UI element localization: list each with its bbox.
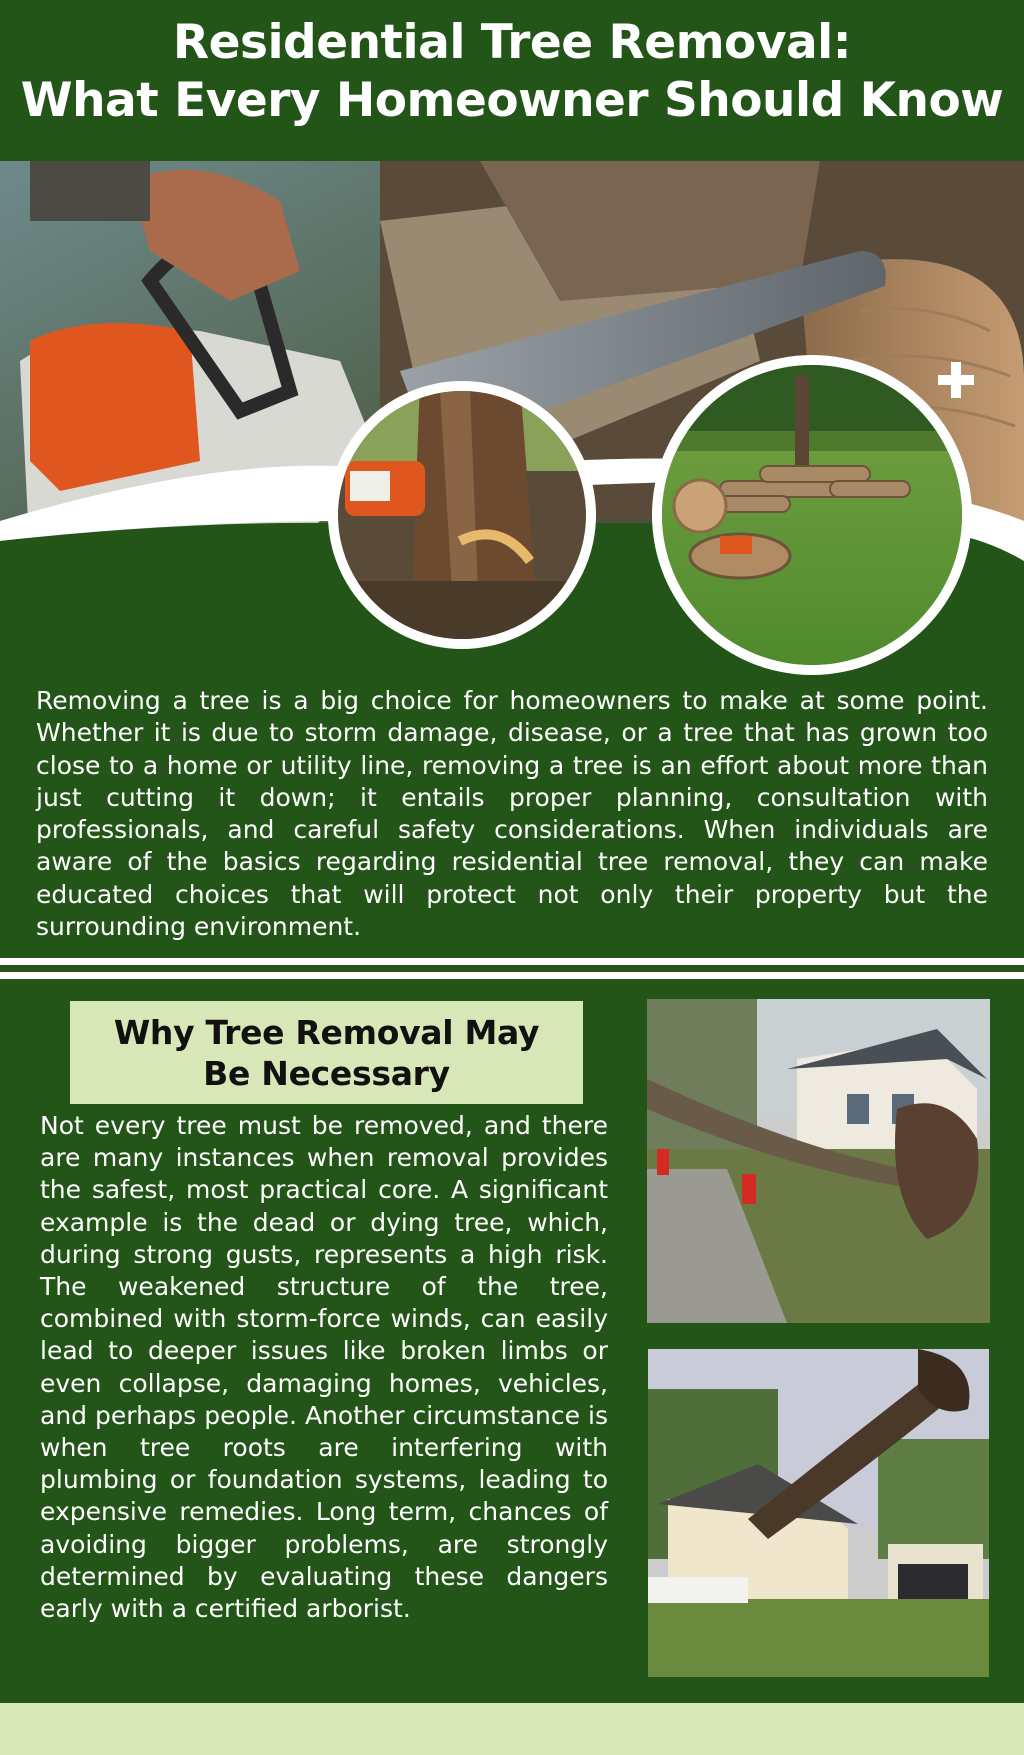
section-heading-box (70, 1001, 583, 1104)
section-heading-line-2: Be Necessary (203, 1054, 450, 1093)
footer-band (0, 1703, 1024, 1755)
page-title-line-1: Residential Tree Removal: (172, 15, 852, 70)
section-heading-line-1: Why Tree Removal May (113, 1013, 540, 1052)
section-paragraph: Not every tree must be removed, and there are many instances when removal provides the safest, most practical core. A significant example is the dead or dying tree, which, during strong gusts, represents a high risk. The weakened structure of the tree, combined with storm-force winds, can easily lead to deeper issues like broken limbs or even collapse, damaging homes, vehicles, and perhaps people. Another circumstance is when tree roots are interfering with plumbing or foundation systems, leading to expensive remedies. Long term, chances of avoiding bigger problems, are strongly determined by evaluating these dangers early with a certified arborist. (40, 1111, 608, 1624)
intro-paragraph: Removing a tree is a big choice for homeowners to make at some point. Whether it is due to storm damage, disease, or a tree that has grown too close to a home or utility line, removing a tree is an effort about more than just cutting it down; it entails proper planning, consultation with professionals, and careful safety considerations. When individuals are aware of the basics regarding residential tree removal, they can make educated choices that will protect not only their property but the surrounding environment. (36, 686, 988, 942)
tree-on-house-roof-photo (648, 1349, 989, 1677)
fallen-tree-near-house-photo (647, 999, 990, 1323)
divider-line-bottom (0, 972, 1024, 979)
hero-image-banner (0, 161, 1024, 681)
header (0, 0, 1024, 161)
divider-line-top (0, 958, 1024, 965)
page-title-line-2: What Every Homeowner Should Know (20, 73, 1004, 128)
